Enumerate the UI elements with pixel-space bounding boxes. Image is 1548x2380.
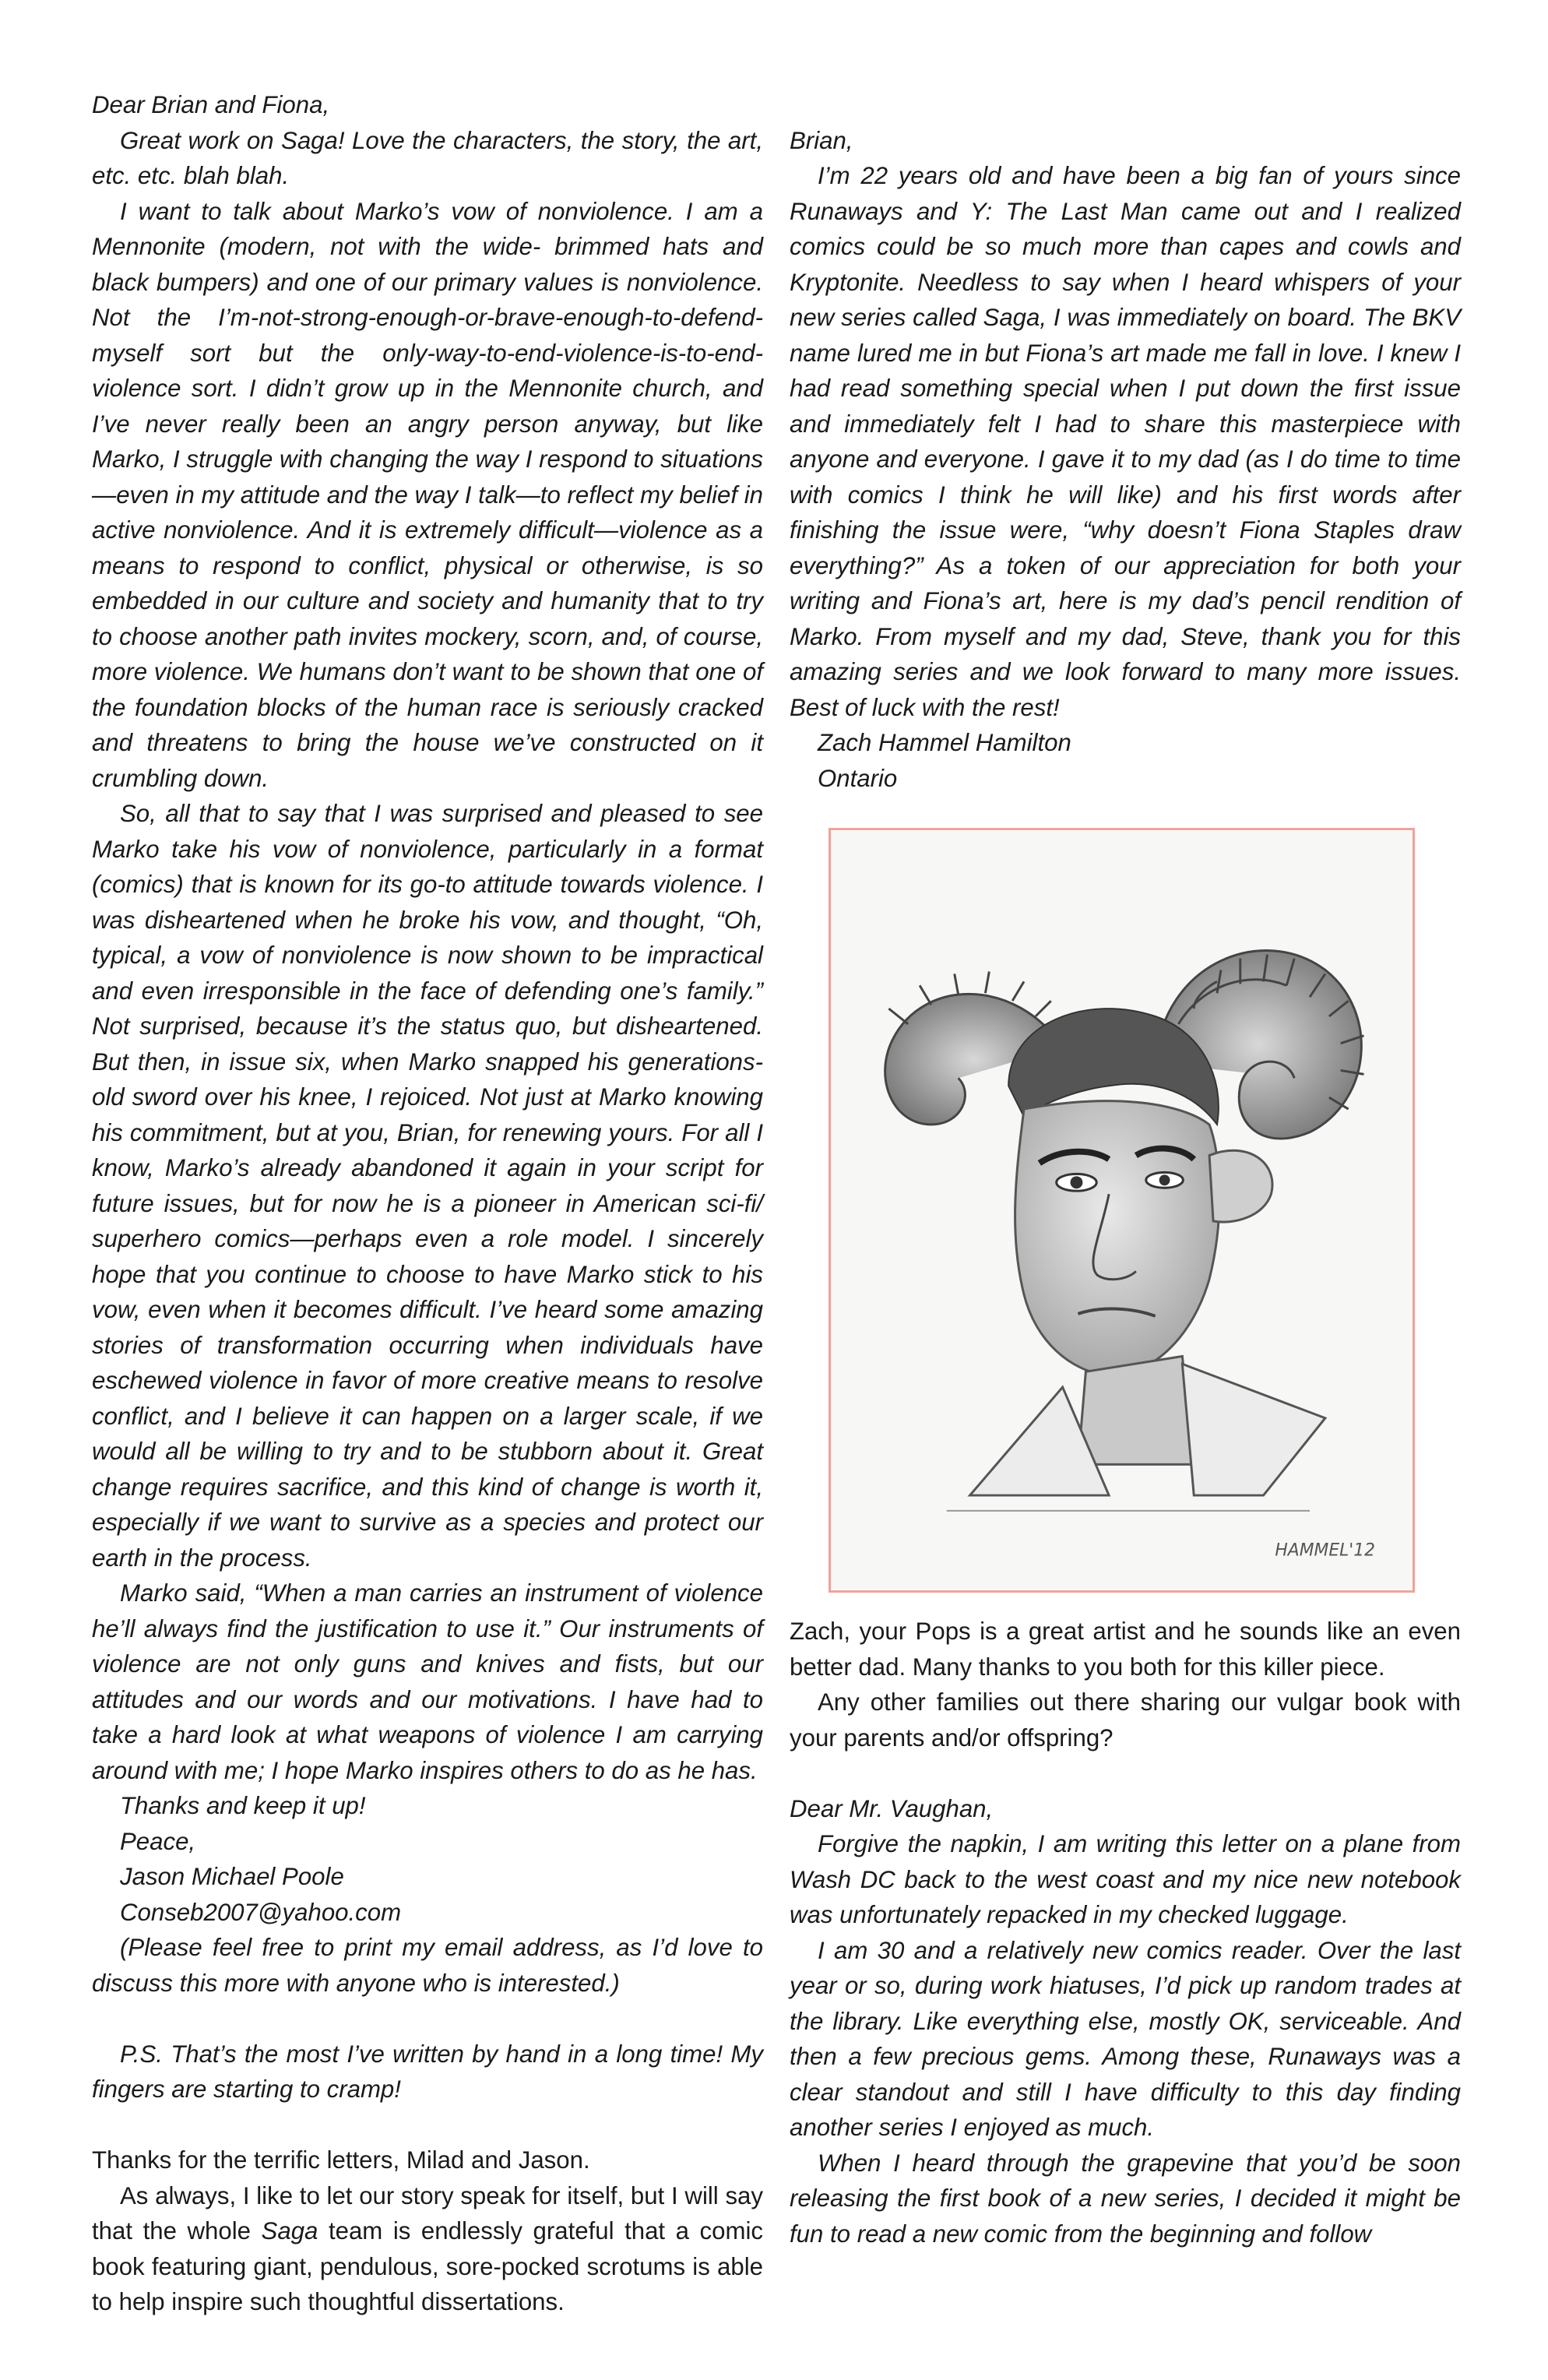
- letter3-paragraph: When I heard through the grapevine that you’d be soon releasing the first book of a new series, I decided it might be fun to read a new comic from the beginning and follow: [790, 2149, 1461, 2248]
- letter1-email: Conseb2007@yahoo.com: [120, 1898, 402, 1926]
- letter1-paragraph: I want to talk about Marko’s vow of nonviolence. I am a Mennonite (modern, not with the wide- brimmed hats and black bumpers) and one of our primary values is nonviolence. Not the I’m-not-strong-enough-or-brave-enough-to-defend-myself sort but the only-way-to-end-violence-is-to-end-violence sort. I didn’t grow up in the Mennonite church, and I’ve never really been an angry person anyway, but like Marko, I struggle with changing the way I respond to situations—even in my attitude and the way I talk—to reflect my belief in active nonviolence. And it is extremely difficult—violence as a means to respond to conflict, physical or otherwise, is so embedded in our culture and society and humanity that to try to choose another path invites mockery, scorn, and, of course, more violence. We humans don’t want to be shown that one of the foundation blocks of the human race is seriously cracked and threatens to bring the house we’ve constructed on it crumbling down.: [92, 197, 763, 792]
- reply1-paragraph: As always, I like to let our story speak for itself, but I will say that the whole Saga team is endlessly grateful that a comic book featuring giant, pendulous, sore-pocked scrotums is able to help inspire such thoughtful dissertations.: [92, 2181, 763, 2315]
- letter2-salutation: Brian,: [790, 126, 853, 154]
- right-column-bottom: [790, 1614, 1461, 2251]
- letter3-paragraph: Forgive the napkin, I am writing this letter on a plane from Wash DC back to the west coast and my nice new notebook was unfortunately repacked in my checked luggage.: [790, 1830, 1461, 1928]
- letter1-paragraph: So, all that to say that I was surprised and pleased to see Marko take his vow of nonviolence, particularly in a format (comics) that is known for its go-to attitude towards violence. I was disheartened when he broke his vow, and thought, “Oh, typical, a vow of nonviolence is now shown to be impractical and even irresponsible in the face of defending one’s family.” Not surprised, because it’s the status quo, but disheartened. But then, in issue six, when Marko snapped his generations-old sword over his knee, I rejoiced. Not just at Marko knowing his commitment, but at you, Brian, for renewing yours. For all I know, Marko’s already abandoned it again in your script for future issues, but for now he is a pioneer in American sci-fi/ superhero comics—perhaps even a role model. I sincerely hope that you continue to choose to have Marko stick to his vow, even when it becomes difficult. I’ve heard some amazing stories of transformation occurring when individuals have eschewed violence in favor of more creative means to resolve conflict, and I believe it can happen on a larger scale, if we would all be willing to try and to be stubborn about it. Great change requires sacrifice, and this kind of change is worth it, especially if we want to survive as a species and protect our earth in the process.: [92, 800, 763, 1572]
- left-column: [92, 87, 763, 2320]
- reply2-line: Zach, your Pops is a great artist and he sounds like an even better dad. Many thanks to you both for this killer piece.: [790, 1618, 1461, 1681]
- letter3-salutation: Dear Mr. Vaughan,: [790, 1794, 994, 1822]
- reply2-question: Any other families out there sharing our vulgar book with your parents and/or offspring?: [790, 1688, 1461, 1752]
- letter1-salutation: Dear Brian and Fiona,: [92, 91, 330, 118]
- pencil-artwork-frame: [829, 828, 1415, 1593]
- neck: [1078, 1356, 1194, 1464]
- letter2-location: Ontario: [818, 764, 898, 792]
- reply1-line: Thanks for the terrific letters, Milad and Jason.: [92, 2146, 590, 2174]
- saga-title: Saga: [261, 2217, 318, 2244]
- letter1-postscript: P.S. That’s the most I’ve written by hand in a long time! My fingers are starting to cramp!: [92, 2040, 763, 2103]
- letter1-paragraph: Marko said, “When a man carries an instrument of violence he’ll always find the justification to use it.” Our instruments of violence are not only guns and knives and fists, but our attitudes and our words and our motivations. I have had to take a hard look at what weapons of violence I am carrying around with me; I hope Marko inspires others to do as he has.: [92, 1579, 763, 1784]
- marko-pencil-drawing: [831, 830, 1413, 1590]
- letter1-closing: Thanks and keep it up!: [120, 1792, 366, 1819]
- letter3-paragraph: I am 30 and a relatively new comics reader. Over the last year or so, during work hiatuses, I’d pick up random trades at the library. Like everything else, mostly OK, serviceable. And then a few precious gems. Among these, Runaways was a clear standout and still I have difficulty to this day finding another series I enjoyed as much.: [790, 1936, 1461, 2141]
- letter1-signature-name: Jason Michael Poole: [120, 1863, 344, 1890]
- right-column-top: [790, 52, 1461, 797]
- letter2-body: I’m 22 years old and have been a big fan of yours since Runaways and Y: The Last Man came out and I realized comics could be so much more than capes and cowls and Kryptonite. Needless to say when I heard whispers of your new series called Saga, I was immediately on board. The BKV name lured me in but Fiona’s art made me fall in love. I knew I had read something special when I put down the first issue and immediately felt I had to share this masterpiece with anyone and everyone. I gave it to my dad (as I do time to time with comics I think he will like) and his first words after finishing the issue were, “why doesn’t Fiona Staples draw everything?” As a token of our appreciation for both your writing and Fiona’s art, here is my dad’s pencil rendition of Marko. From myself and my dad, Steve, thank you for this amazing series and we look forward to many more issues. Best of luck with the rest!: [790, 162, 1461, 721]
- artist-signature: HAMMEL'12: [1275, 1540, 1376, 1561]
- letter1-paragraph: Great work on Saga! Love the characters, the story, the art, etc. etc. blah blah.: [92, 126, 763, 189]
- letter2-signature-name: Zach Hammel Hamilton: [818, 729, 1071, 756]
- letter1-peace: Peace,: [120, 1827, 196, 1855]
- letter1-note: (Please feel free to print my email address, as I’d love to discuss this more with anyone who is interested.): [92, 1934, 763, 1997]
